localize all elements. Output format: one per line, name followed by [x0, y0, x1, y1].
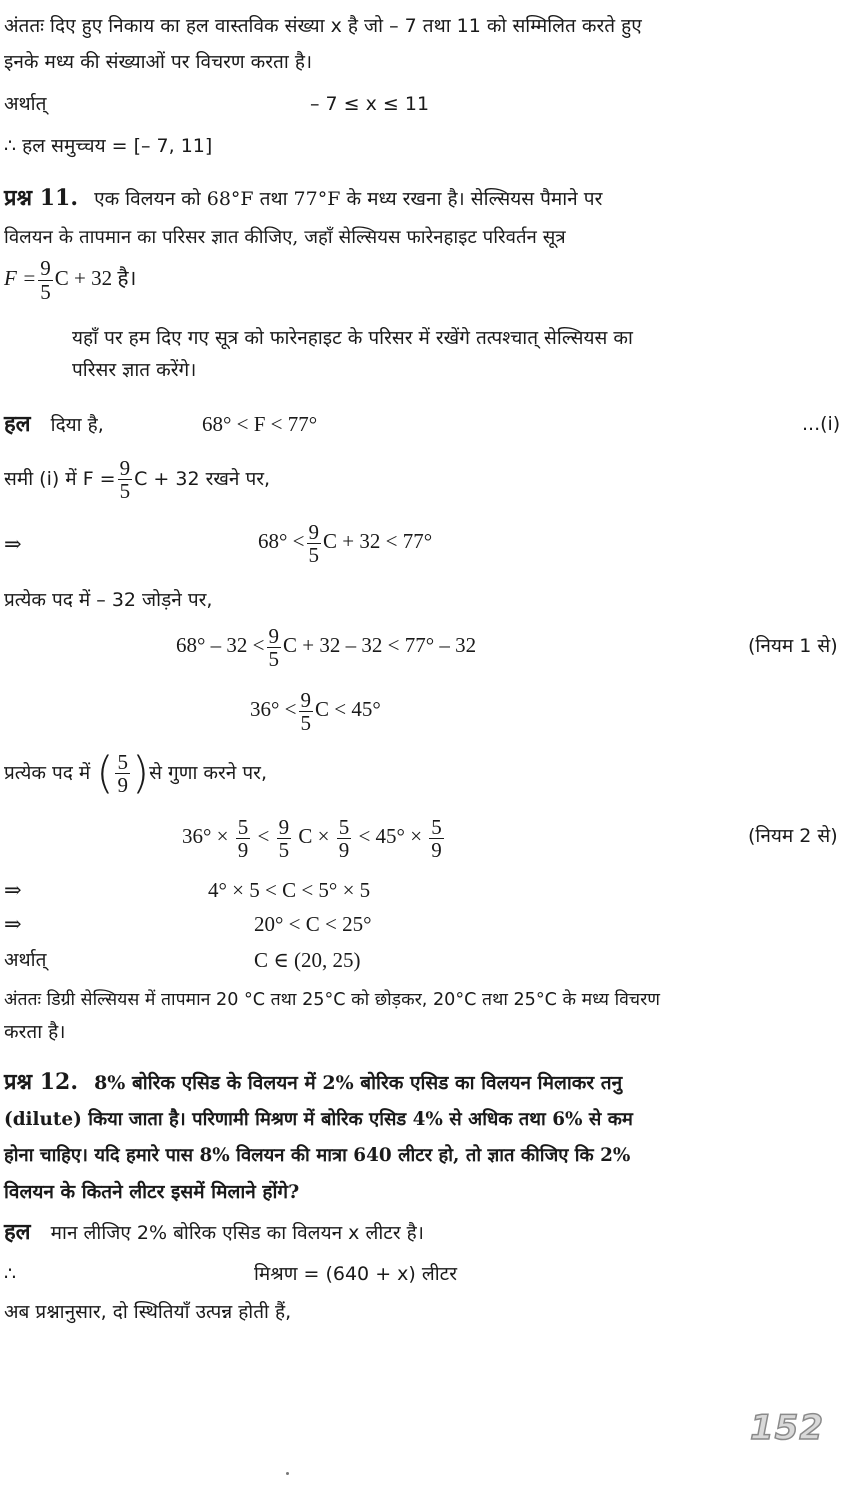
question-12-line-4: विलयन के कितने लीटर इसमें मिलाने होंगे? — [4, 1181, 300, 1203]
question-12-line-1: 8% बोरिक एसिड के विलयन में 2% बोरिक एसिड का विलयन मिलाकर तनु — [94, 1072, 623, 1094]
conclusion-line-2: करता है। — [4, 1021, 66, 1043]
fraction-5-9: $\frac{5}{9}$ — [338, 814, 350, 862]
range-inequality: – 7 ≤ x ≤ 11 — [310, 93, 430, 115]
question-11 — [4, 186, 602, 211]
question-11-line-1: एक विलयन को 68°F तथा 77°F के मध्य रखना है। सेल्सियस पैमाने पर — [94, 188, 603, 210]
fraction-9-5: $\frac{9}{5}$ — [119, 455, 131, 503]
question-11-formula — [4, 254, 136, 303]
equation-8: C ∈ (20, 25) — [254, 948, 361, 972]
equation-1: 68° < F < 77° — [202, 412, 318, 436]
multiply-step-text: प्रत्येक पद में ( $\frac{5}{9}$ )से गुणा करने पर, — [4, 747, 267, 799]
hal-label: हल — [4, 411, 31, 437]
mixture-equation: मिश्रण = (640 + x) लीटर — [254, 1263, 457, 1285]
hal-label: हल — [4, 1219, 31, 1245]
formula-f: F = — [4, 266, 37, 290]
solution-set: ∴ हल समुच्चय = [– 7, 11] — [4, 135, 213, 157]
equation-4: 36° < $\frac{9}{5}$ C < 45° — [250, 687, 381, 735]
implies-arrow: ⇒ — [4, 532, 22, 556]
therefore-symbol: ∴ — [4, 1263, 17, 1285]
continuation-line-2: इनके मध्य की संख्याओं पर विचरण करता है। — [4, 51, 313, 73]
equation-6: 4° × 5 < C < 5° × 5 — [208, 878, 371, 902]
question-11-label: प्रश्न 11. — [4, 185, 79, 211]
question-12 — [4, 1070, 622, 1095]
question-12-label: प्रश्न 12. — [4, 1069, 79, 1095]
conclusion-line-1: अंततः डिग्री सेल्सियस में तापमान 20 °C तथा 25°C को छोड़कर, 20°C तथा 25°C के मध्य विचरण — [4, 990, 660, 1010]
arthat-label: अर्थात् — [4, 93, 47, 115]
equation-3: 68° – 32 < $\frac{9}{5}$ C + 32 – 32 < 77° – 32 — [176, 623, 477, 671]
rule-2-note: (नियम 2 से) — [748, 825, 838, 847]
continuation-line-1: अंततः दिए हुए निकाय का हल वास्तविक संख्या x है जो – 7 तथा 11 को सम्मिलित करते हुए — [4, 15, 642, 37]
fraction-5-9: $\frac{5}{9}$ — [117, 749, 128, 797]
formula-rest: C + 32 है। — [54, 266, 137, 290]
hint-line-1: यहाँ पर हम दिए गए सूत्र को फारेनहाइट के परिसर में रखेंगे तत्पश्चात् सेल्सियस का — [72, 327, 633, 349]
equation-tag-i: ...(i) — [802, 413, 841, 435]
equation-5: 36° × $\frac{5}{9}$ < $\frac{9}{5}$ C × $\frac{5}{9}$ < 45° × $\frac{5}{9}$ — [182, 814, 442, 862]
hint-line-2: परिसर ज्ञात करेंगे। — [72, 359, 197, 381]
question-11-line-2: विलयन के तापमान का परिसर ज्ञात कीजिए, जहाँ सेल्सियस फारेनहाइट परिवर्तन सूत्र — [4, 227, 566, 248]
rule-1-note: (नियम 1 से) — [748, 635, 838, 657]
fraction-9-5: $\frac{9}{5}$ — [308, 519, 319, 567]
add-step-text: प्रत्येक पद में – 32 जोड़ने पर, — [4, 589, 213, 611]
question-12-line-2: (dilute) किया जाता है। परिणामी मिश्रण में बोरिक एसिड 4% से अधिक तथा 6% से कम — [4, 1109, 633, 1130]
equation-2: 68° < $\frac{9}{5}$ C + 32 < 77° — [258, 519, 433, 567]
page-number: 152 — [750, 1408, 824, 1448]
solution-12-let: हल मान लीजिए 2% बोरिक एसिड का विलयन x लीटर है। — [4, 1219, 424, 1245]
implies-arrow: ⇒ — [4, 878, 22, 902]
solution-11-given — [4, 412, 104, 437]
equation-7: 20° < C < 25° — [254, 912, 372, 936]
cases-line: अब प्रश्नानुसार, दो स्थितियाँ उत्पन्न होती हैं, — [4, 1301, 292, 1323]
fraction-9-5: $\frac{9}{5}$ — [40, 256, 51, 304]
substitution-line: समी (i) में F = $\frac{9}{5}$ C + 32 रखने पर, — [4, 455, 271, 503]
fraction-5-9: $\frac{5}{9}$ — [237, 814, 249, 862]
scan-speck — [286, 1472, 289, 1475]
implies-arrow: ⇒ — [4, 912, 22, 936]
fraction-9-5: $\frac{9}{5}$ — [268, 623, 279, 671]
fraction-9-5: $\frac{9}{5}$ — [278, 814, 290, 862]
arthat-label: अर्थात् — [4, 949, 47, 971]
fraction-5-9: $\frac{5}{9}$ — [431, 814, 442, 862]
fraction-9-5: $\frac{9}{5}$ — [300, 687, 311, 735]
given-label: दिया है, — [50, 414, 104, 436]
question-12-line-3: होना चाहिए। यदि हमारे पास 8% विलयन की मात्रा 640 लीटर हो, तो ज्ञात कीजिए कि 2% — [4, 1145, 631, 1166]
